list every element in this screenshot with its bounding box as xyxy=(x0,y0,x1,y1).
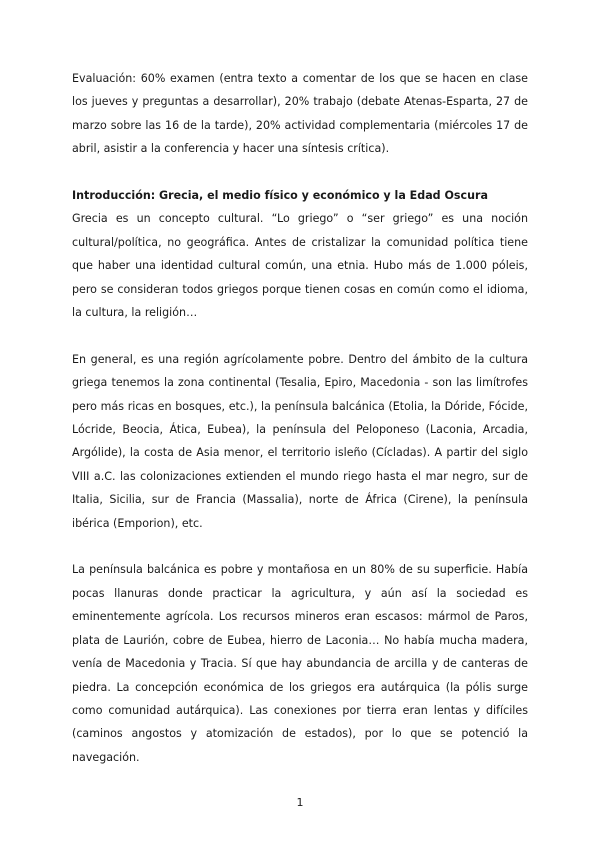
document-page xyxy=(72,67,528,769)
evaluation-paragraph: Evaluación: 60% examen (entra texto a comentar de los que se hacen en clase los jueves y preguntas a desarrollar), 20% trabajo (debate Atenas-Esparta, 27 de marzo sobre las 16 de la tarde), 20% actividad complementaria (miércoles 17 de abril, asistir a la conferencia y hacer una síntesis crítica). xyxy=(72,72,528,156)
paragraph-spacer xyxy=(72,535,528,558)
paragraph-spacer xyxy=(72,161,528,184)
body-paragraph-1: Grecia es un concepto cultural. “Lo griego” o “ser griego” es una noción cultural/política, no geográfica. Antes de cristalizar la comunidad política tiene que haber una identidad cultural común, una etnia. Hubo más de 1.000 póleis, pero se consideran todos griegos porque tienen cosas en común como el idioma, la cultura, la religión… xyxy=(72,212,528,320)
paragraph-spacer xyxy=(72,324,528,347)
body-paragraph-3: La península balcánica es pobre y montañosa en un 80% de su superficie. Había pocas llanuras donde practicar la agricultura, y aún así la sociedad es eminentemente agrícola. Los recursos mineros eran escasos: mármol de Paros, plata de Laurión, cobre de Eubea, hierro de Laconia… No había mucha madera, venía de Macedonia y Tracia. Sí que hay abundancia de arcilla y de canteras de piedra. La concepción económica de los griegos era autárquica (la pólis surge como comunidad autárquica). Las conexiones por tierra eran lentas y difíciles (caminos angostos y atomización de estados), por lo que se potenció la navegación. xyxy=(72,563,528,764)
section-heading: Introducción: Grecia, el medio físico y económico y la Edad Oscura xyxy=(72,189,488,203)
page-number: 1 xyxy=(296,796,304,809)
body-paragraph-2: En general, es una región agrícolamente pobre. Dentro del ámbito de la cultura griega tenemos la zona continental (Tesalia, Epiro, Macedonia - son las limítrofes pero más ricas en bosques, etc.), la península balcánica (Etolia, la Dóride, Fócide, Lócride, Beocia, Ática, Eubea), la península del Peloponeso (Laconia, Arcadia, Argólide), la costa de Asia menor, el territorio isleño (Cícladas). A partir del siglo VIII a.C. las colonizaciones extienden el mundo riego hasta el mar negro, sur de Italia, Sicilia, sur de Francia (Massalia), norte de África (Cirene), la península ibérica (Emporion), etc. xyxy=(72,352,528,530)
